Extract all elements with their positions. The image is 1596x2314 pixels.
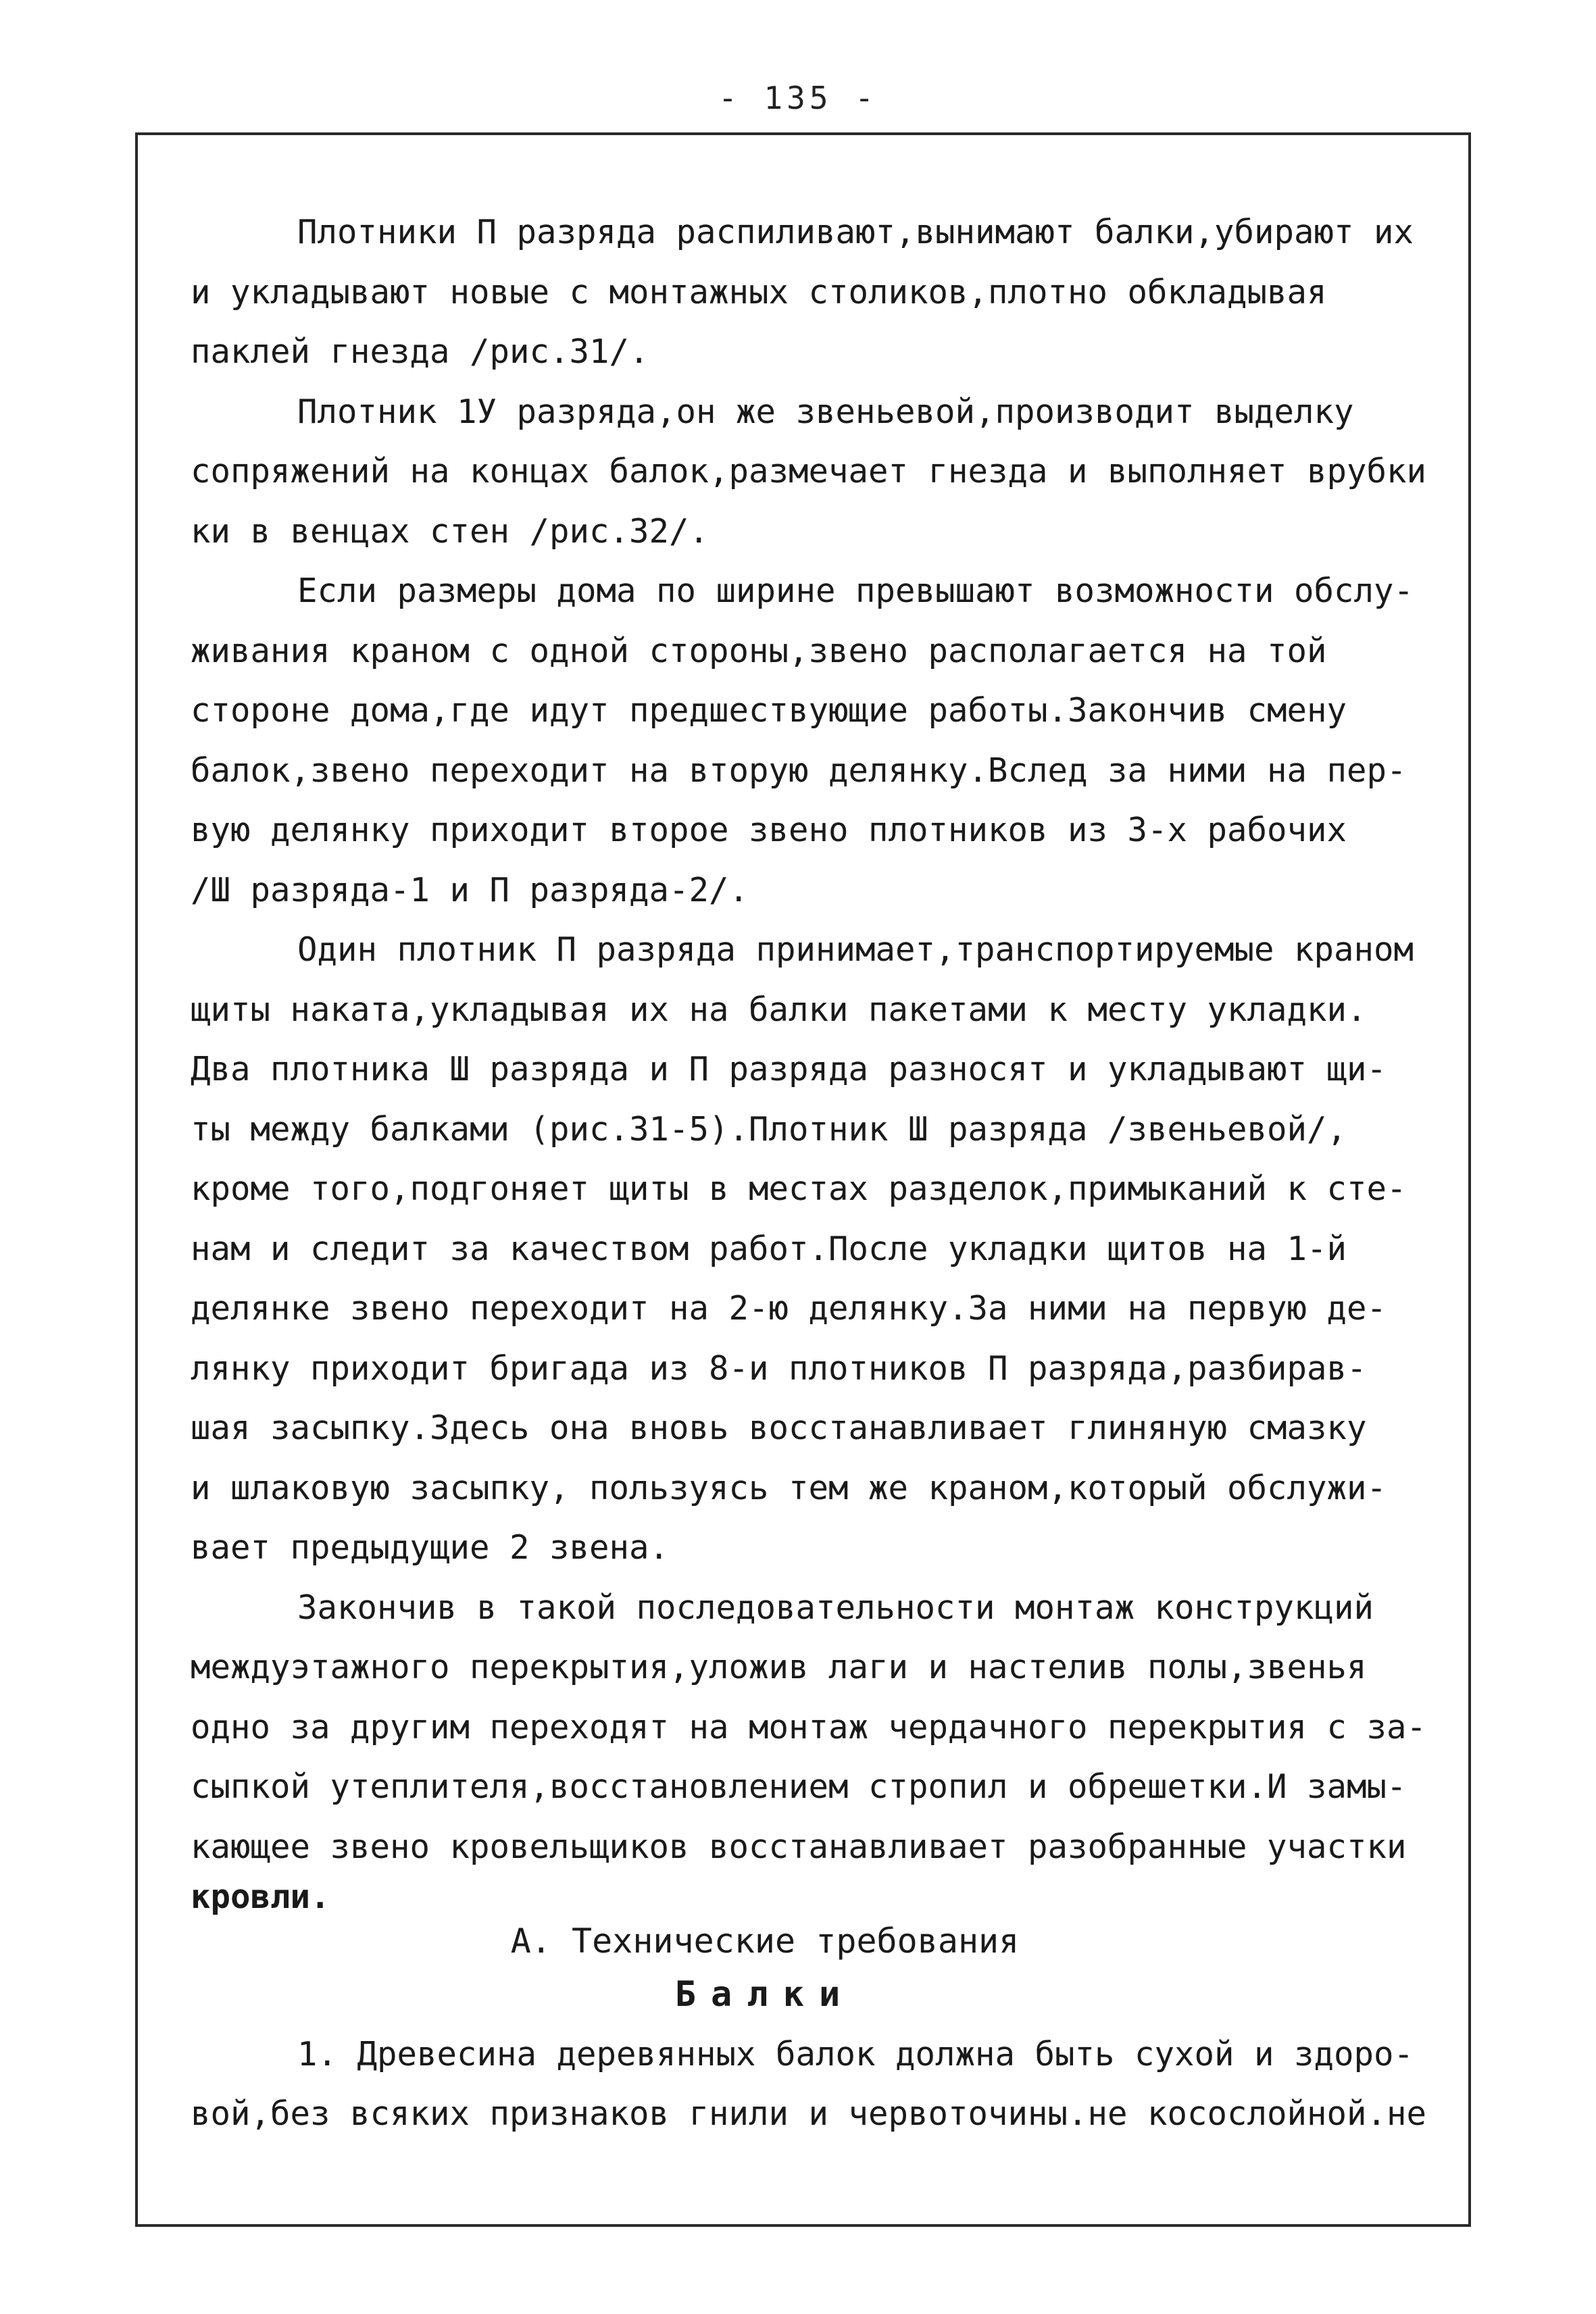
text-line: вую делянку приходит второе звено плотников из 3-х рабочих <box>191 811 1347 849</box>
text-line: и шлаковую засыпку, пользуясь тем же краном,который обслужи- <box>191 1468 1387 1507</box>
section-heading: А. Технические требования <box>510 1921 1020 1961</box>
text-line: сопряжений на концах балок,размечает гнезда и выполняет врубки <box>191 452 1427 491</box>
text-line: шая засыпку.Здесь она вновь восстанавливает глиняную смазку <box>191 1409 1367 1447</box>
text-line: одно за другим переходят на монтаж чердачного перекрытия с за- <box>191 1707 1427 1746</box>
text-line: Один плотник П разряда принимает,транспортируемые краном <box>297 930 1414 969</box>
text-line: сыпкой утеплителя,восстановлением стропил и обрешетки.И замы- <box>191 1767 1407 1806</box>
text-line: и укладывают новые с монтажных столиков,плотно обкладывая <box>191 272 1327 311</box>
text-line: лянку приходит бригада из 8-и плотников П разряда,разбирав- <box>191 1349 1367 1388</box>
list-line: 1. Древесина деревянных балок должна быть сухой и здоро- <box>297 2034 1414 2073</box>
subsection-heading: Балки <box>674 1974 855 2015</box>
text-line: Закончив в такой последовательности монтаж конструкций <box>297 1588 1374 1627</box>
text-line: кающее звено кровельщиков восстанавливает разобранные участки <box>191 1827 1407 1866</box>
text-line: паклей гнезда /рис.31/. <box>191 332 649 371</box>
text-line: кроме того,подгоняет щиты в местах разделок,примыканий к сте- <box>191 1169 1407 1208</box>
page-number: - 135 - <box>718 80 878 116</box>
text-line: делянке звено переходит на 2-ю делянку.За ними на первую де- <box>191 1289 1387 1328</box>
text-line: Плотник 1У разряда,он же звеньевой,производит выделку <box>297 392 1354 431</box>
list-line: вой,без всяких признаков гнили и червоточины.не косослойной.не <box>191 2094 1427 2133</box>
text-line: ки в венцах стен /рис.32/. <box>191 511 709 551</box>
text-line: вает предыдущие 2 звена. <box>191 1528 670 1567</box>
text-line: щиты наката,укладывая их на балки пакетами к месту укладки. <box>191 990 1367 1029</box>
body-text <box>191 203 1468 2144</box>
text-line: ты между балками (рис.31-5).Плотник Ш разряда /звеньевой/, <box>191 1109 1347 1149</box>
text-line: нам и следит за качеством работ.После укладки щитов на 1-й <box>191 1229 1347 1268</box>
text-line: живания краном с одной стороны,звено располагается на той <box>191 631 1327 670</box>
text-line: балок,звено переходит на вторую делянку.Вслед за ними на пер- <box>191 751 1407 790</box>
text-line: /Ш разряда-1 и П разряда-2/. <box>191 870 749 909</box>
text-line: стороне дома,где идут предшествующие работы.Закончив смену <box>191 691 1347 730</box>
text-line: кровли. <box>191 1878 330 1916</box>
text-line: Если размеры дома по ширине превышают возможности обслу- <box>297 572 1414 610</box>
text-line: междуэтажного перекрытия,уложив лаги и настелив полы,звенья <box>191 1648 1367 1686</box>
text-line: Плотники П разряда распиливают,вынимают балки,убирают их <box>297 213 1414 251</box>
text-line: Два плотника Ш разряда и П разряда разносят и укладывают щи- <box>191 1050 1387 1088</box>
